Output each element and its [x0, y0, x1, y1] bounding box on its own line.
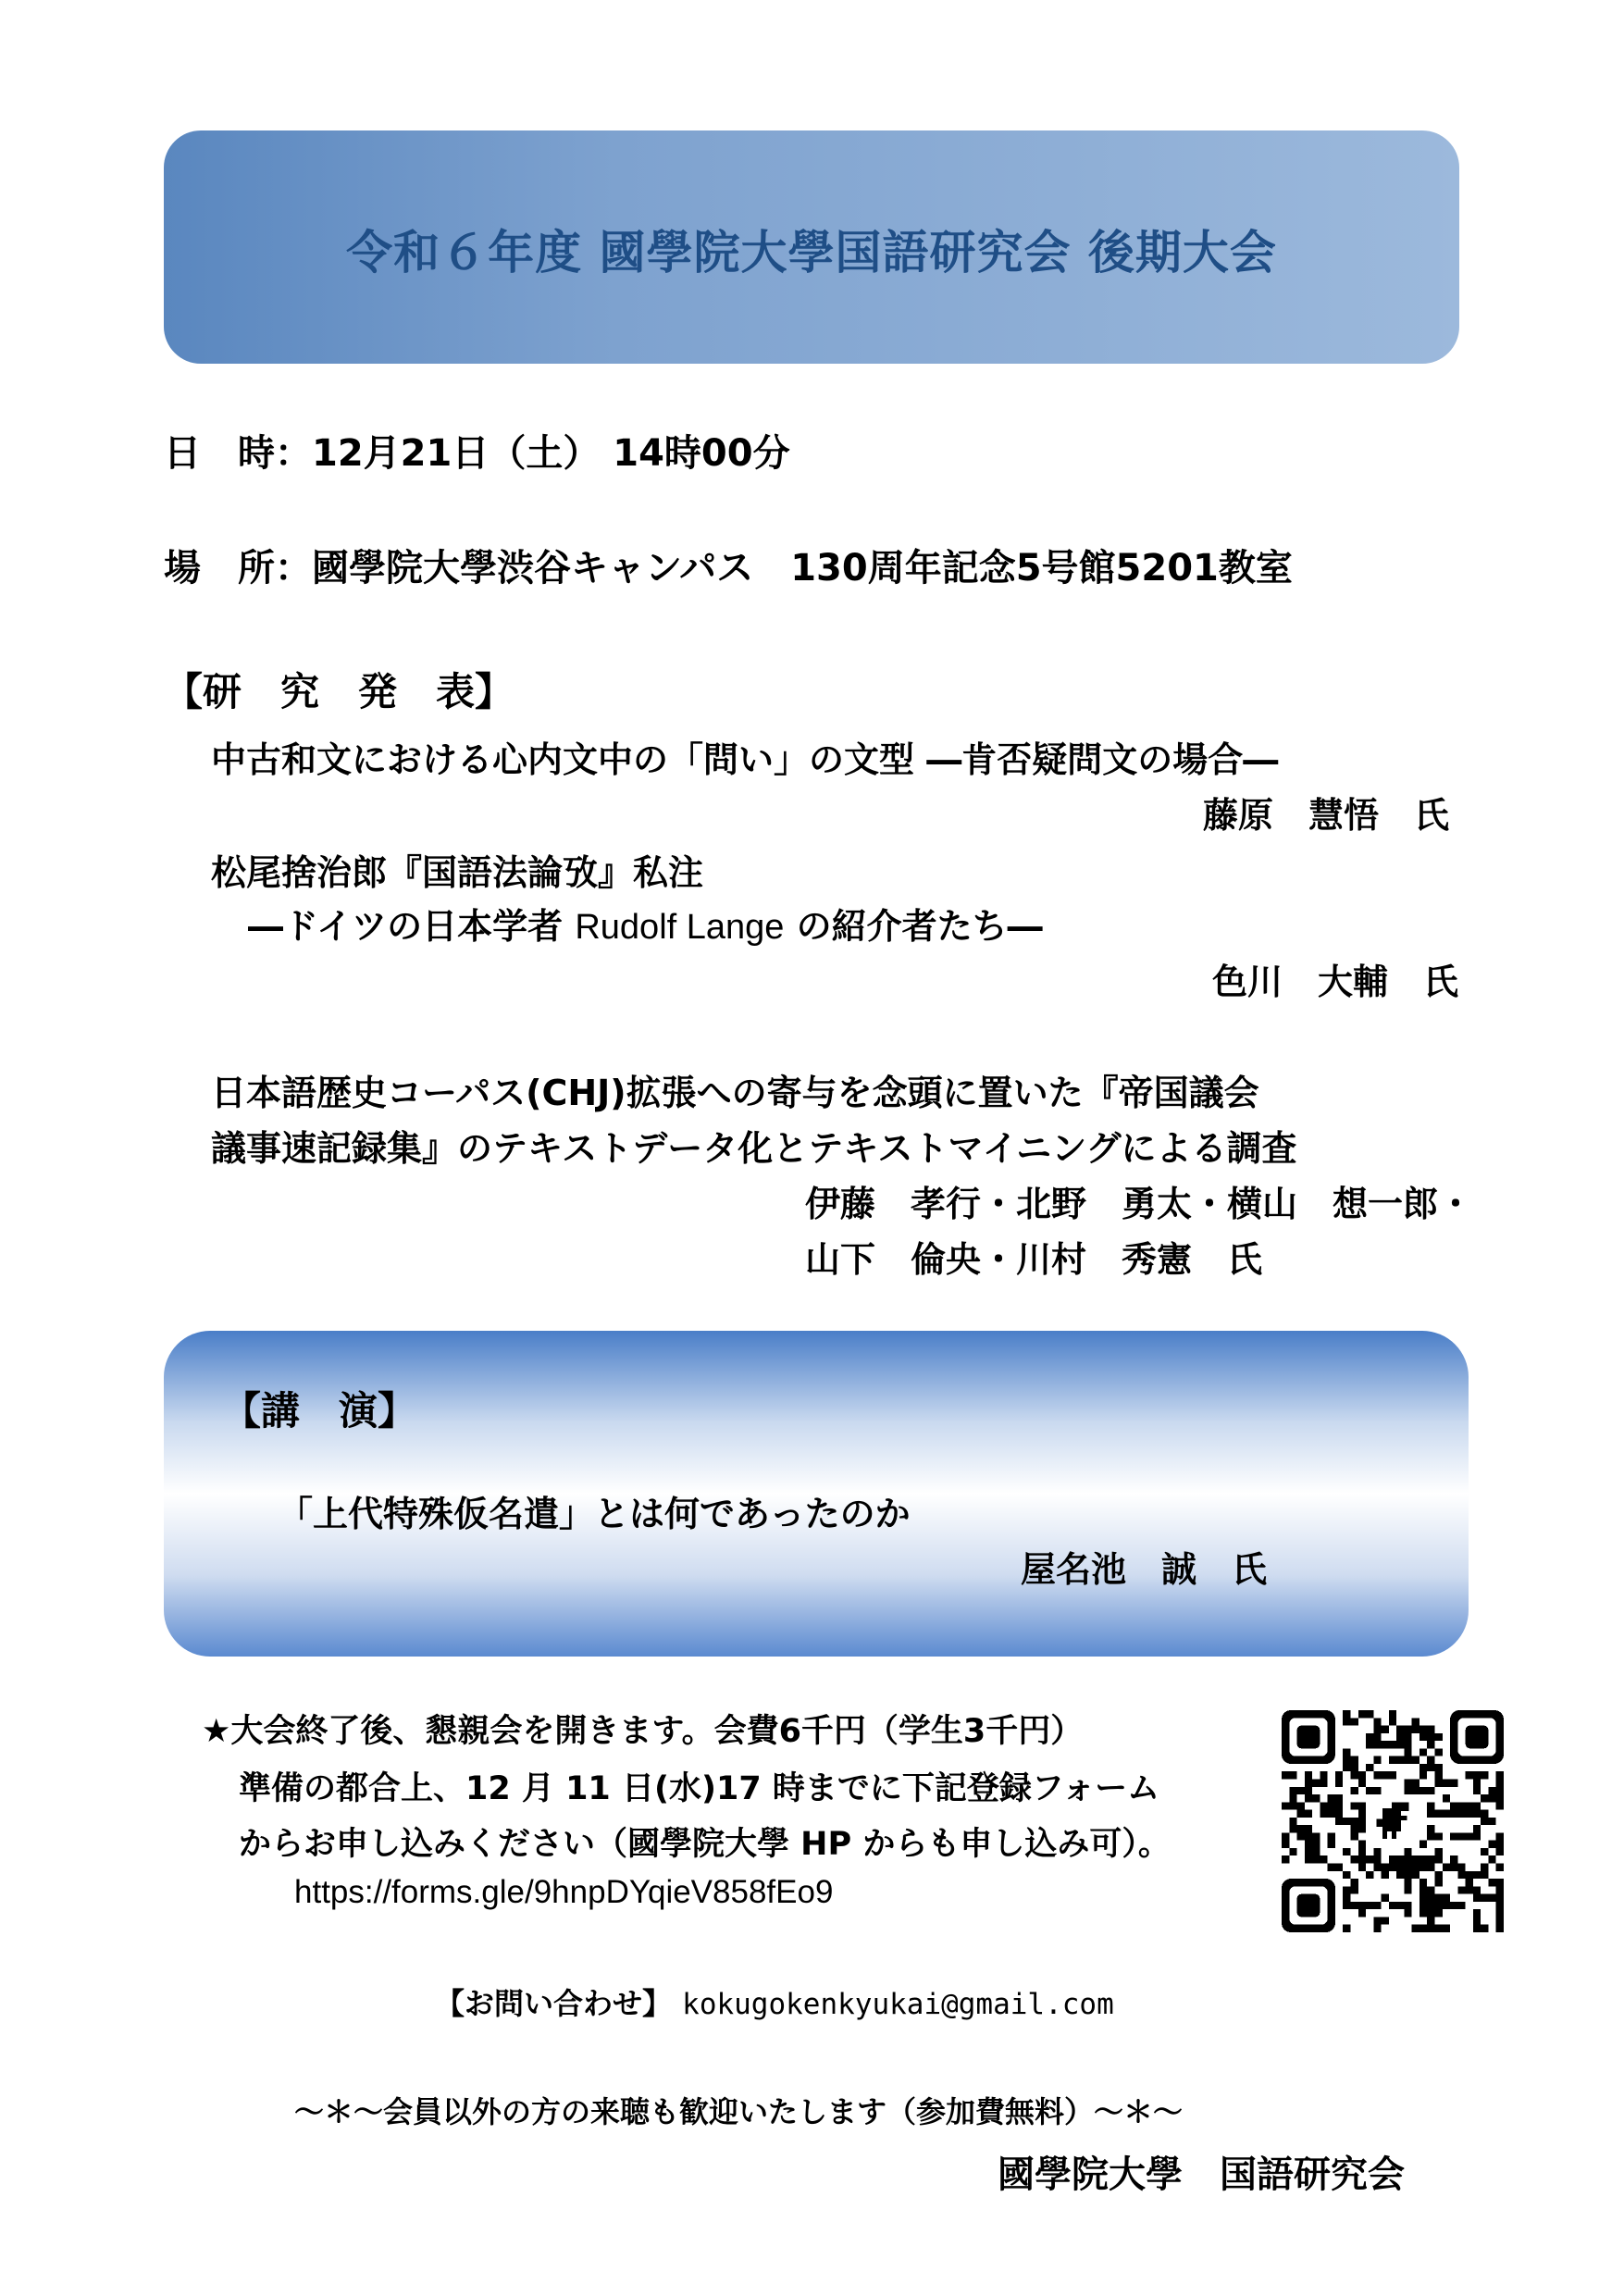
research-heading: 【研 究 発 表】 — [164, 669, 514, 714]
contact-row — [435, 1980, 1114, 2023]
talk3-title-line2: 議事速記録集』のテキストデータ化とテキストマイニングによる調査 — [211, 1128, 1297, 1169]
talk2-subtitle-name: Rudolf Lange — [575, 908, 785, 947]
lecture-heading: 【講 演】 — [222, 1388, 417, 1433]
talk2-subtitle — [248, 898, 1043, 949]
talk3-title-line1: 日本語歴史コーパス(CHJ)拡張への寄与を念頭に置いた『帝国議会 — [211, 1073, 1259, 1113]
datetime-value: 12月21日（土） 14時00分 — [312, 432, 790, 475]
talk3-presenters-line1: 伊藤 孝行・北野 勇太・横山 想一郎・ — [805, 1184, 1474, 1224]
talk2-title: 松尾捨治郎『国語法論攷』私注 — [211, 852, 704, 893]
lecture-presenter: 屋名池 誠 氏 — [1021, 1549, 1268, 1590]
place-row — [164, 539, 1293, 591]
notice-line3: からお申し込みください（國學院大學 HP からも申し込み可）。 — [239, 1826, 1171, 1863]
notice-line1: ★大会終了後、懇親会を開きます。会費6千円（学生3千円） — [202, 1713, 1084, 1750]
welcome-note: ～＊～会員以外の方の来聴も歓迎いたします（参加費無料）～＊～ — [294, 2094, 1184, 2129]
datetime-row — [164, 424, 790, 477]
talk2-subtitle-a: ―ドイツの日本学者 — [248, 906, 564, 947]
talk1-title: 中古和文における心内文中の「問い」の文型 ―肯否疑問文の場合― — [211, 739, 1279, 780]
organizer-name: 國學院大學 国語研究会 — [998, 2153, 1405, 2196]
page-title: 令和６年度 國學院大學国語研究会 後期大会 — [346, 226, 1277, 279]
datetime-label: 日 時： — [164, 432, 312, 475]
contact-email-link[interactable]: kokugokenkyukai@gmail.com — [682, 1988, 1114, 2021]
notice-line2: 準備の都合上、12 月 11 日(水)17 時までに下記登録フォーム — [239, 1770, 1160, 1807]
talk2-presenter: 色川 大輔 氏 — [1212, 962, 1459, 1002]
registration-link[interactable]: https://forms.gle/9hnpDYqieV858fEo9 — [294, 1874, 834, 1910]
place-value: 國學院大學渋谷キャンパス 130周年記念5号館5201教室 — [312, 547, 1293, 590]
talk1-presenter: 藤原 慧悟 氏 — [1203, 795, 1450, 836]
qr-code-icon[interactable] — [1282, 1710, 1504, 1932]
talk3-presenters-line2: 山下 倫央・川村 秀憲 氏 — [805, 1239, 1263, 1280]
contact-label: 【お問い合わせ】 — [435, 1986, 673, 2021]
talk2-subtitle-c: の紹介者たち― — [796, 906, 1043, 947]
lecture-title: 「上代特殊仮名遣」とは何であったのか — [278, 1494, 911, 1534]
place-label: 場 所： — [164, 547, 312, 590]
title-banner — [164, 130, 1459, 364]
